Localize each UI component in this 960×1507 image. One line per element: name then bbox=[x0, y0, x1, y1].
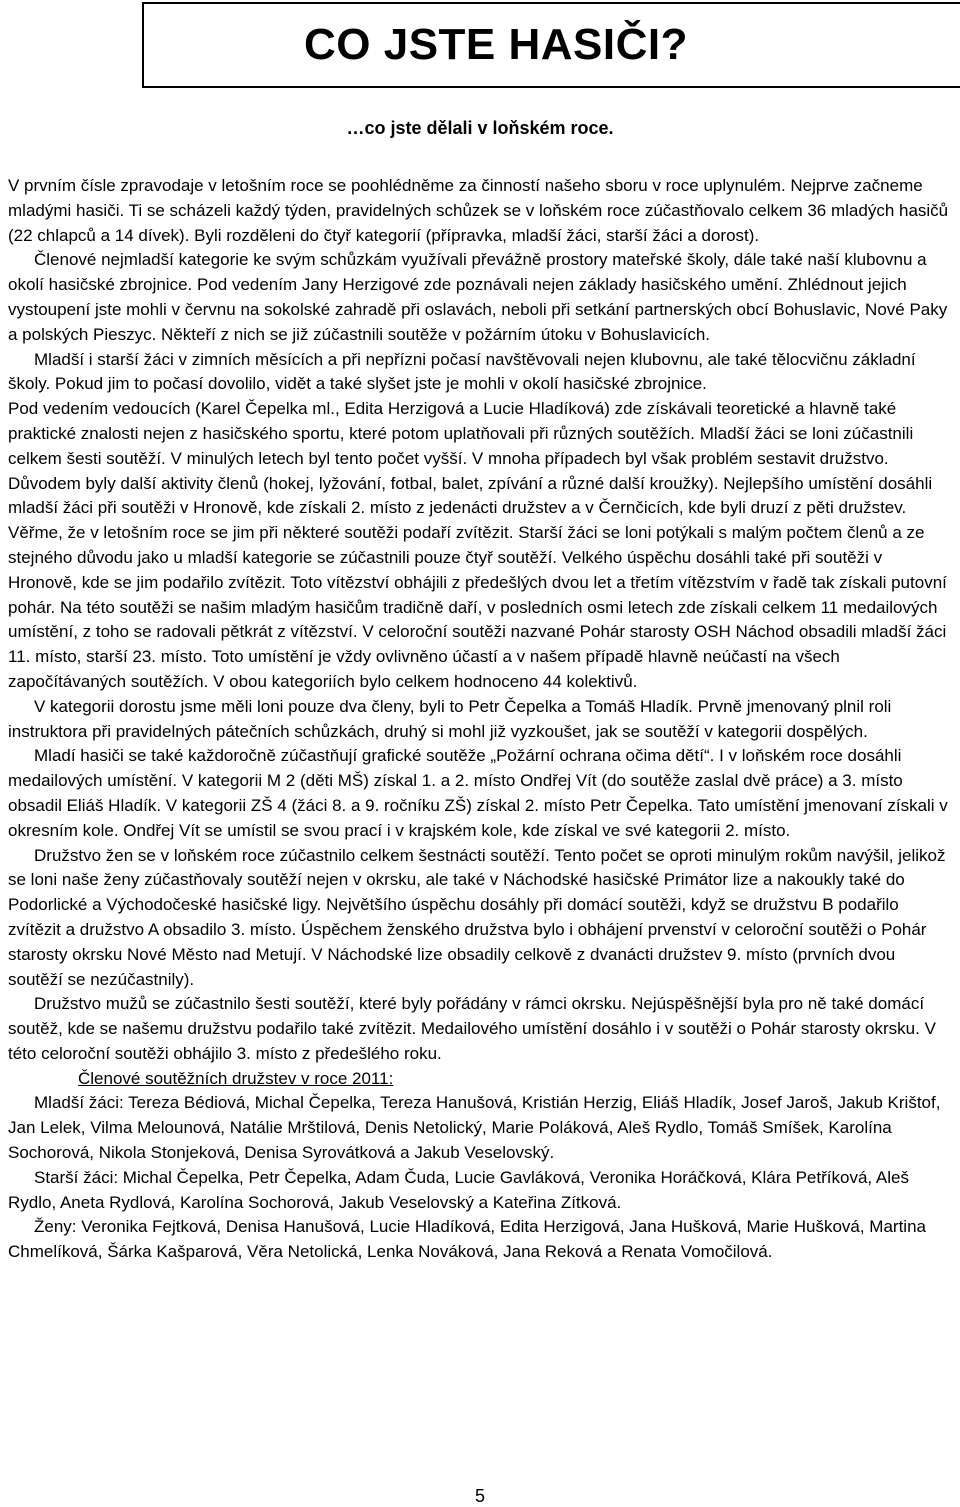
subtitle: …co jste dělali v loňském roce. bbox=[346, 118, 614, 138]
title-box bbox=[142, 2, 960, 88]
members-header: Členové soutěžních družstev v roce 2011: bbox=[78, 1068, 394, 1088]
paragraph-women: Družstvo žen se v loňském roce zúčastnilo celkem šestnácti soutěží. Tento počet se oproti minulým rokům navýšil, jelikož se loni naše ženy zúčastňovaly soutěží nejen v okrsku, ale také v Náchodské hasičské Primátor lize a nakoukly také do Podorlické a Východočeské hasičské ligy. Největšího úspěchu dosáhly při domácí soutěži, když se družstvu B podařilo zvítězit a družstvo A obsadilo 3. místo. Úspěchem ženského družstva bylo i obhájení prvenství v celoroční soutěži o Pohár starosty okrsku Nové Město nad Metují. V Náchodské lize obsadily celkově z dvanácti družstev 9. místo (prvních dvou soutěží se nezúčastnily). bbox=[8, 845, 946, 989]
paragraph-men: Družstvo mužů se zúčastnilo šesti soutěží, které byly pořádány v rámci okrsku. Nejúspěšnější byla pro ně také domácí soutěž, kde se našemu družstvu podařilo také zvítězit. Medailového umístění dosáhlo i v soutěži o Pohár starosty okrsku. V této celoroční soutěži obhájilo 3. místo z předešlého roku. bbox=[8, 994, 936, 1063]
members-older: Starší žáci: Michal Čepelka, Petr Čepelka, Adam Čuda, Lucie Gavláková, Veronika Horáčková, Klára Petříková, Aleš Rydlo, Aneta Rydlová, Karolína Sochorová, Jakub Veselovský a Kateřina Zítková. bbox=[8, 1167, 909, 1212]
paragraph-intro: V prvním čísle zpravodaje v letošním roce se poohlédněme za činností našeho sboru v roce uplynulém. Nejprve začneme mladými hasiči. Ti se scházeli každý týden, pravidelných schůzek se v loňském roce zúčastňovalo celkem 36 mladých hasičů (22 chlapců a 14 dívek). Byli rozděleni do čtyř kategorií (přípravka, mladší žáci, starší žáci a dorost). bbox=[8, 176, 949, 245]
paragraph-juniors: V kategorii dorostu jsme měli loni pouze dva členy, byli to Petr Čepelka a Tomáš Hladík. Prvně jmenovaný plnil roli instruktora při pravidelných pátečních schůzkách, druhý si mohl již vyzkoušet, jak se soutěží v kategorii dospělých. bbox=[8, 696, 892, 741]
page-number: 5 bbox=[474, 1486, 485, 1506]
paragraph-youngest: Členové nejmladší kategorie ke svým schůzkám využívali převážně prostory mateřské školy, dále také naší klubovnu a okolí hasičské zbrojnice. Pod vedením Jany Herzigové zde poznávali nejen základy hasičského umění. Zhlédnout jejich vystoupení jste mohli v červnu na sokolské zahradě při oslavách, neboli při setkání partnerských obcí Bohuslavic, Nové Paky a polských Pieszyc. Někteří z nich se již zúčastnili soutěže v požárním útoku v Bohuslavicích. bbox=[8, 250, 948, 344]
page-title: CO JSTE HASIČI? bbox=[304, 20, 688, 69]
members-younger: Mladší žáci: Tereza Bédiová, Michal Čepelka, Tereza Hanušová, Kristián Herzig, Eliáš Hladík, Josef Jaroš, Jakub Krištof, Jan Lelek, Vilma Melounová, Natálie Mrštilová, Denis Netolický, Marie Poláková, Aleš Rydlo, Tomáš Smíšek, Karolína Sochorová, Nikola Stonjeková, Denisa Syrovátková a Jakub Veselovský. bbox=[8, 1093, 941, 1163]
paragraph-art-contest: Mladí hasiči se také každoročně zúčastňují grafické soutěže „Požární ochrana očima dětí“. I v loňském roce dosáhli medailových umístění. V kategorii M 2 (děti MŠ) získal 1. a 2. místo Ondřej Vít (do soutěže zaslal dvě práce) a 3. místo obsadil Eliáš Hladík. V kategorii ZŠ 4 (žáci 8. a 9. ročníku ZŠ) získal 2. místo Petr Čepelka. Tato umístění jmenovaní získali v okresním kole. Ondřej Vít se umístil se svou prací i v krajském kole, kde získal ve své kategorii 2. místo. bbox=[8, 746, 948, 840]
paragraph-leaders: Pod vedením vedoucích (Karel Čepelka ml., Edita Herzigová a Lucie Hladíková) zde získávali teoretické a hlavně také praktické znalosti nejen z hasičského sportu, které potom uplatňovali při různých soutěžích. Mladší žáci se loni zúčastnili celkem šesti soutěží. V minulých letech byl tento počet vyšší. V mnoha případech byl však problém sestavit družstvo. Důvodem byly další aktivity členů (hokej, lyžování, fotbal, balet, zpívání a různé další kroužky). Nejlepšího umístění dosáhli mladší žáci při soutěži v Hronově, kde získali 2. místo z jedenácti družstev a v Černčicích, kde byli druzí z pěti družstev. Věřme, že v letošním roce se jim při některé soutěži podaří zvítězit. Starší žáci se loni potýkali s malým počtem členů a ze stejného důvodu jako u mladší kategorie se zúčastnili pouze čtyř soutěží. Velkého úspěchu dosáhli také při soutěži v Hronově, kde se jim podařilo zvítězit. Toto vítězství obhájili z předešlých dvou let a třetím vítězstvím v řadě tak získali putovní pohár. Na této soutěži se našim mladým hasičům tradičně daří, v posledních osmi letech zde získali celkem 11 medailových umístění, z toho se radovali pětkrát z vítězství. V celoroční soutěži nazvané Pohár starosty OSH Náchod obsadili mladší žáci 11. místo, starší 23. místo. Toto umístění je vždy ovlivněno účastí a v našem případě hlavně neúčastí na všech započítávaných soutěžích. V obou kategoriích bylo celkem hodnoceno 44 kolektivů. bbox=[8, 399, 947, 691]
article-body bbox=[8, 174, 954, 1265]
members-women: Ženy: Veronika Fejtková, Denisa Hanušová, Lucie Hladíková, Edita Herzigová, Jana Hušková, Marie Hušková, Martina Chmelíková, Šárka Kašparová, Věra Netolická, Lenka Nováková, Jana Reková a Renata Vomočilová. bbox=[8, 1217, 926, 1262]
paragraph-pupils: Mladší i starší žáci v zimních měsících a při nepřízni počasí navštěvovali nejen klubovnu, ale také tělocvičnu základní školy. Pokud jim to počasí dovolilo, vidět a také slyšet jste je mohli v okolí hasičské zbrojnice. bbox=[8, 349, 916, 394]
